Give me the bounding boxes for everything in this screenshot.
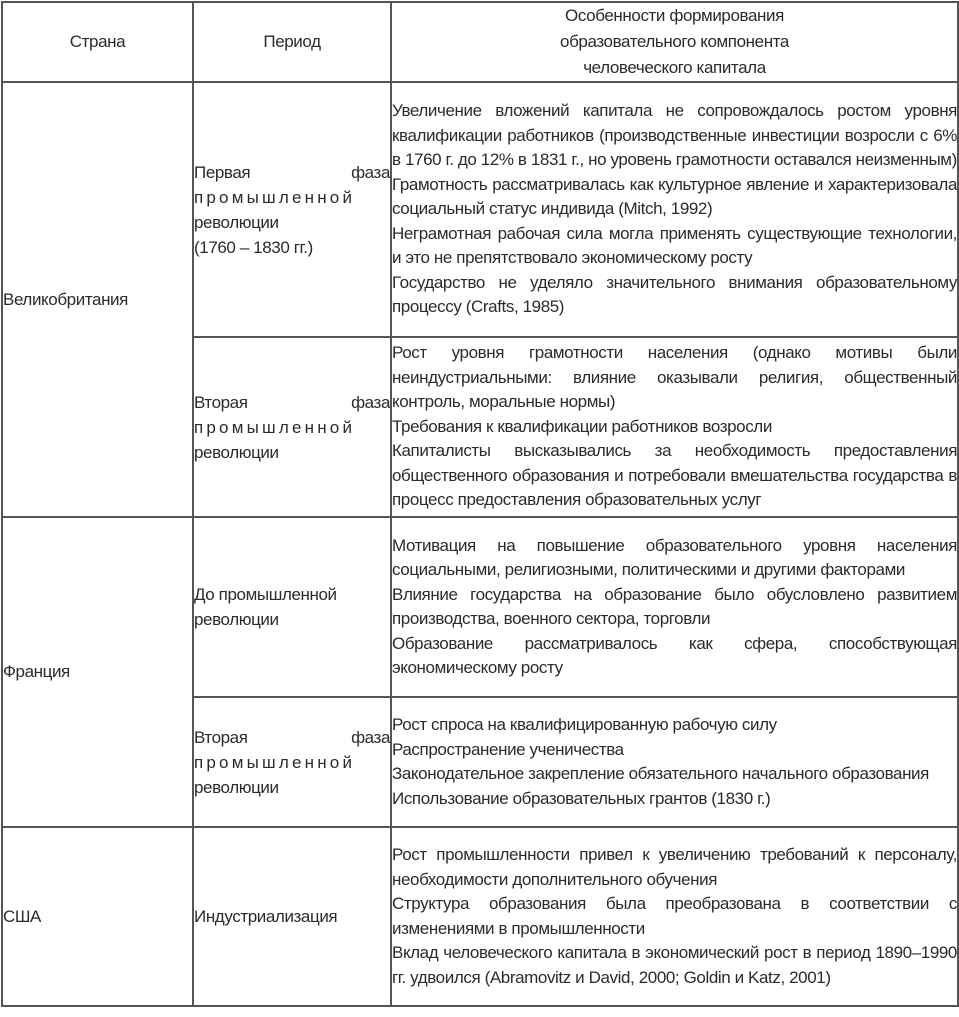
header-row <box>2 2 958 82</box>
period-line: промышленной <box>194 752 356 772</box>
period-line: До промышленной <box>194 585 337 604</box>
header-period: Период <box>193 2 391 82</box>
country-cell-france: Франция <box>2 517 193 827</box>
period-cell <box>193 827 391 1006</box>
period-line: революции <box>194 777 279 797</box>
features-cell <box>391 517 958 697</box>
feature-item: Рост спроса на квалифицированную рабочую силу <box>392 715 777 734</box>
header-features-line: человеческого капитала <box>583 58 766 77</box>
feature-item: Капиталисты высказывались за необходимость предоставления общественного образования и потребовали вмешательства государства в процесс предоставления образовательных услуг <box>392 441 957 510</box>
feature-item: Структура образования была преобразована в соответствии с изменениями в промышленности <box>392 894 957 938</box>
period-line: Первая фаза <box>194 162 390 182</box>
header-features-line: образовательного компонента <box>560 32 789 51</box>
table-row-usa-industrialization <box>2 827 958 1006</box>
period-cell <box>193 517 391 697</box>
feature-item: Влияние государства на образование было обусловлено развитием производства, военного сектора, торговли <box>392 584 957 628</box>
period-line: революции <box>194 212 279 232</box>
feature-item: Распространение ученичества <box>392 739 624 759</box>
feature-item: Неграмотная рабочая сила могла применять существующие технологии, и это не препятствовало экономическому росту <box>392 223 957 268</box>
features-cell <box>391 82 958 337</box>
country-cell-usa: США <box>2 827 193 1006</box>
table-row-france-pre-industrial <box>2 517 958 697</box>
feature-item: Рост промышленности привел к увеличению требований к персоналу, необходимости дополнительного обучения <box>392 845 957 889</box>
features-cell <box>391 697 958 827</box>
feature-item: Вклад человеческого капитала в экономический рост в период 1890–1990 гг. удвоился (Abramovitz и David, 2000; Goldin и Katz, 2001) <box>392 943 957 987</box>
header-features <box>391 2 958 82</box>
feature-item: Мотивация на повышение образовательного уровня населения социальными, религиозными, политическими и другими факторами <box>392 535 957 579</box>
feature-item: Государство не уделяло значительного внимания образовательному процессу (Crafts, 1985) <box>392 272 957 317</box>
feature-item: Использование образовательных грантов (1830 г.) <box>392 788 771 808</box>
header-country: Страна <box>2 2 193 82</box>
feature-item: Увеличение вложений капитала не сопровождалось ростом уровня квалификации работников (производственные инвестиции возросли с 6% в 1760 г. до 12% в 1831 г., но уровень грамотности оставался неизменным) <box>392 101 957 170</box>
header-features-line: Особенности формирования <box>565 6 784 25</box>
period-line: (1760 – 1830 гг.) <box>194 237 313 257</box>
period-line: Индустриализация <box>194 907 338 926</box>
period-line: Вторая фаза <box>194 727 390 747</box>
features-cell <box>391 337 958 517</box>
period-cell <box>193 82 391 337</box>
period-line: Вторая фаза <box>194 392 390 412</box>
human-capital-table <box>1 1 959 1007</box>
feature-item: Требования к квалификации работников возросли <box>392 416 772 436</box>
feature-item: Грамотность рассматривалась как культурное явление и характеризовала социальный статус индивида (Mitch, 1992) <box>392 174 957 219</box>
country-cell-uk: Великобритания <box>2 82 193 517</box>
feature-item: Образование рассматривалось как сфера, способствующая экономическому росту <box>392 633 957 677</box>
period-line: революции <box>194 442 279 462</box>
table-row-uk-first-phase <box>2 82 958 337</box>
feature-item: Законодательное закрепление обязательного начального образования <box>392 764 929 783</box>
feature-item: Рост уровня грамотности населения (однако мотивы были неиндустриальными: влияние оказывали религия, общественный контроль, моральные нормы) <box>392 343 957 412</box>
period-cell <box>193 697 391 827</box>
period-line: промышленной <box>194 187 356 207</box>
features-cell <box>391 827 958 1006</box>
period-line: революции <box>194 610 279 629</box>
period-cell <box>193 337 391 517</box>
period-line: промышленной <box>194 417 356 437</box>
